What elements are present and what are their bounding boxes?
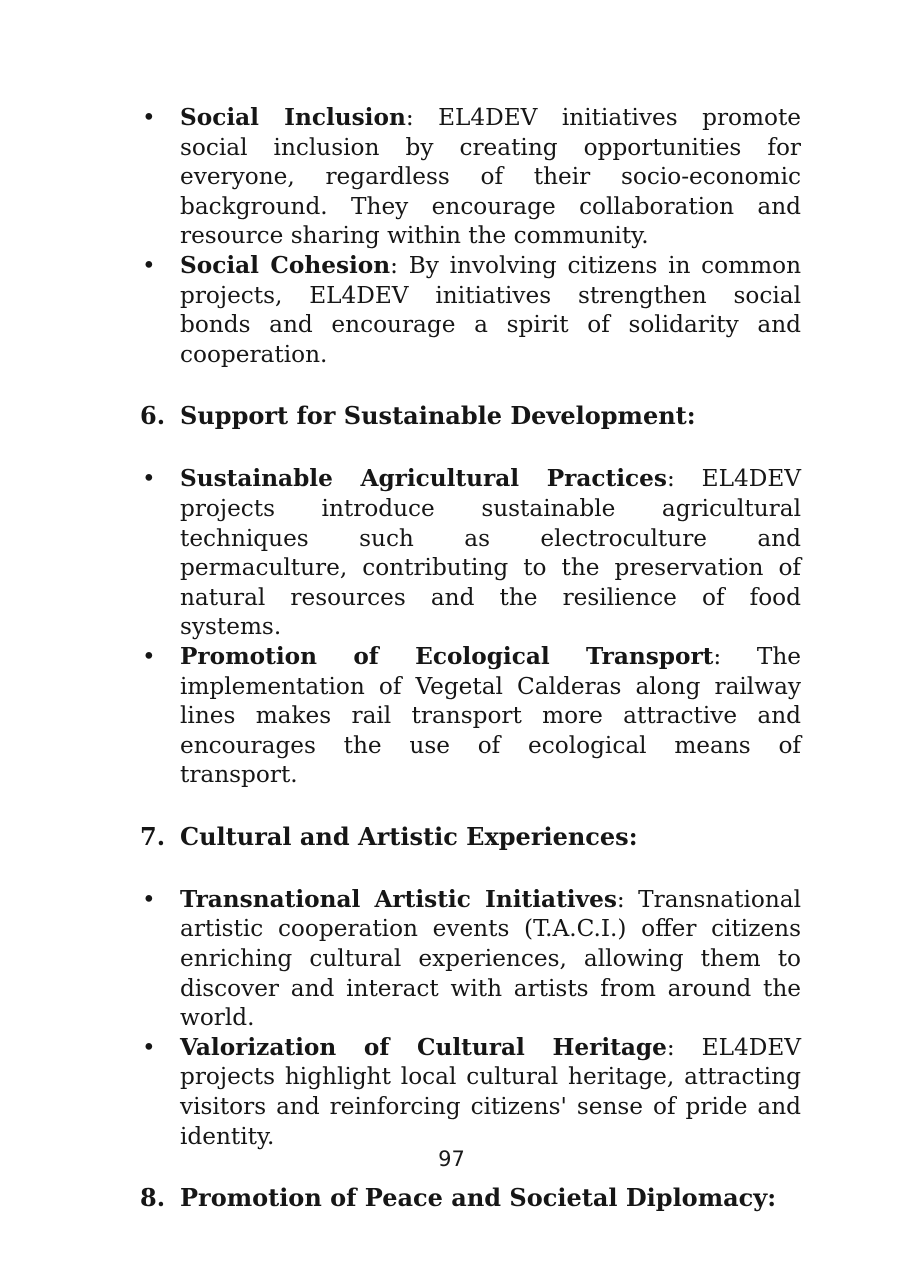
- bullet-item-title: Social Inclusion: [180, 104, 406, 131]
- bullet-icon: •: [142, 465, 156, 493]
- section-heading-8: [140, 1183, 801, 1213]
- bullet-item-text: : The implementation of Vegetal Calderas along railway lines makes rail transport more attractive and encourages the use of ecological means of transport.: [180, 642, 802, 789]
- bullet-item-text: : EL4DEV projects introduce sustainable agricultural techniques such as electroculture and permaculture, contributing to the preservation of natural resources and the resilience of food systems.: [180, 465, 801, 641]
- list-item: [142, 251, 801, 369]
- list-item: [142, 642, 802, 790]
- text-column: [140, 103, 802, 1246]
- bullet-item-text: : By involving citizens in common projects, EL4DEV initiatives strengthen social bonds and encourage a spirit of solidarity and cooperation.: [180, 251, 801, 368]
- heading-text: Promotion of Peace and Societal Diplomacy:: [180, 1183, 777, 1213]
- section-heading-7: [140, 821, 801, 852]
- list-item: [142, 1033, 801, 1151]
- bullet-icon: •: [142, 104, 156, 131]
- heading-number: 8.: [140, 1183, 166, 1213]
- bullet-list-social: [142, 103, 801, 369]
- bullet-list-sustainability: [142, 464, 802, 790]
- page-number: 97: [438, 1147, 465, 1171]
- heading-text: Cultural and Artistic Experiences:: [180, 821, 638, 851]
- bullet-list-culture: [142, 885, 801, 1151]
- bullet-item-text: : Transnational artistic cooperation events (T.A.C.I.) offer citizens enriching cultural experiences, allowing them to discover and interact with artists from around the world.: [180, 885, 801, 1032]
- bullet-icon: •: [142, 642, 156, 670]
- list-item: [142, 464, 801, 642]
- bullet-item-title: Transnational Artistic Initiatives: [180, 885, 617, 913]
- bullet-item-title: Valorization of Cultural Heritage: [180, 1033, 667, 1061]
- bullet-icon: •: [142, 251, 156, 279]
- list-item: [142, 885, 801, 1033]
- bullet-item-title: Sustainable Agricultural Practices: [180, 465, 667, 493]
- bullet-item-title: Promotion of Ecological Transport: [180, 642, 714, 670]
- heading-text: Support for Sustainable Development:: [180, 401, 696, 431]
- list-item: [142, 103, 801, 251]
- section-heading-6: [140, 401, 801, 431]
- bullet-icon: •: [142, 1033, 156, 1061]
- bullet-item-text: : EL4DEV projects highlight local cultural heritage, attracting visitors and reinforcing citizens' sense of pride and identity.: [180, 1033, 801, 1150]
- heading-number: 7.: [140, 821, 166, 851]
- heading-number: 6.: [140, 401, 166, 431]
- bullet-item-title: Social Cohesion: [180, 251, 391, 279]
- bullet-item-text: : EL4DEV initiatives promote social inclusion by creating opportunities for everyone, regardless of their socio-economic background. They encourage collaboration and resource sharing within the community.: [180, 104, 801, 250]
- bullet-icon: •: [142, 885, 156, 913]
